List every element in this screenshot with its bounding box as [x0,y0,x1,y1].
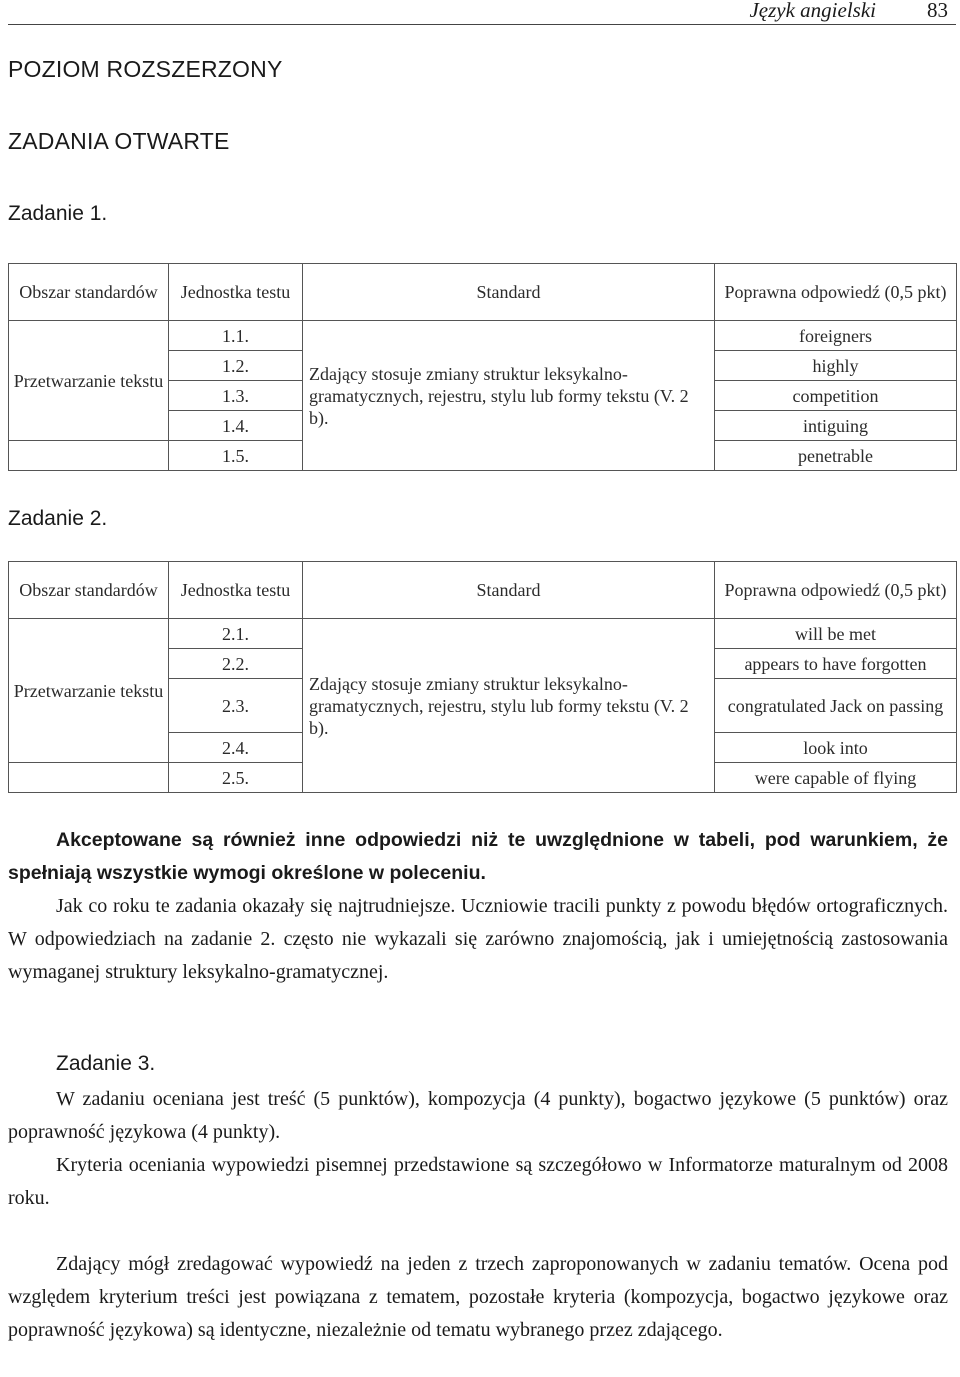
standard-cell: Zdający stosuje zmiany struktur leksykalno-gramatycznych, rejestru, stylu lub formy tekstu (V. 2 b). [303,321,715,471]
unit-cell: 2.5. [169,763,303,793]
task2-table [8,561,957,793]
unit-cell: 1.5. [169,441,303,471]
task3-scoring-paragraph: W zadaniu oceniana jest treść (5 punktów), kompozycja (4 punkty), bogactwo językowe (5 punktów) oraz poprawność językowa (4 punkty). [8,1088,948,1143]
answer-cell: will be met [715,619,957,649]
page-header [8,0,956,25]
task3-topics-paragraph: Zdający mógł zredagować wypowiedź na jeden z trzech zaproponowanych w zadaniu tematów. Ocena pod względem kryterium treści jest powiązana z tematem, pozostałe kryteria (kompozycja, bogactwo językowe oraz poprawność językowa) są identyczne, niezależnie od tematu wybranego przez zdającego. [8,1253,948,1341]
standard-cell: Zdający stosuje zmiany struktur leksykalno-gramatycznych, rejestru, stylu lub formy tekstu (V. 2 b). [303,619,715,793]
unit-cell: 2.4. [169,733,303,763]
answer-cell: congratulated Jack on passing [715,679,957,733]
unit-cell: 2.1. [169,619,303,649]
task3-block [8,1083,948,1347]
task3-heading: Zadanie 3. [56,1052,156,1075]
notes-block [8,824,948,989]
col-unit-header: Jednostka testu [169,264,303,321]
answer-cell: competition [715,381,957,411]
unit-cell: 1.1. [169,321,303,351]
difficulty-comment: Jak co roku te zadania okazały się najtrudniejsze. Uczniowie tracili punkty z powodu błędów ortograficznych. W odpowiedziach na zadanie 2. często nie wykazali się zarówno znajomością, jak i umiejętnością zastosowania wymaganej struktury leksykalno-gramatycznej. [8,895,948,983]
table-header-row [9,562,957,619]
task3-criteria-paragraph: Kryteria oceniania wypowiedzi pisemnej przedstawione są szczegółowo w Informatorze maturalnym od 2008 roku. [8,1154,948,1209]
task1-table [8,263,957,471]
page-number: 83 [927,0,948,22]
unit-cell: 1.2. [169,351,303,381]
table-header-row [9,264,957,321]
col-area-header: Obszar standardów [9,264,169,321]
col-answer-header: Poprawna odpowiedź (0,5 pkt) [715,264,957,321]
unit-cell: 1.4. [169,411,303,441]
unit-cell: 1.3. [169,381,303,411]
area-cell: Przetwarzanie tekstu [9,619,169,763]
answer-cell: appears to have forgotten [715,649,957,679]
empty-area-cell [9,763,169,793]
task2-heading: Zadanie 2. [8,507,108,530]
section-heading: ZADANIA OTWARTE [8,128,230,154]
col-standard-header: Standard [303,264,715,321]
answer-cell: were capable of flying [715,763,957,793]
answer-cell: foreigners [715,321,957,351]
answer-cell: intiguing [715,411,957,441]
unit-cell: 2.2. [169,649,303,679]
unit-cell: 2.3. [169,679,303,733]
table-row [9,321,957,351]
accepted-answers-note: Akceptowane są również inne odpowiedzi niż te uwzględnione w tabeli, pod warunkiem, że spełniają wszystkie wymogi określone w poleceniu. [8,829,948,884]
area-cell: Przetwarzanie tekstu [9,321,169,441]
answer-cell: penetrable [715,441,957,471]
header-title: Język angielski [749,0,876,22]
answer-cell: highly [715,351,957,381]
table-row [9,619,957,649]
empty-area-cell [9,441,169,471]
level-heading: POZIOM ROZSZERZONY [8,56,283,82]
col-answer-header: Poprawna odpowiedź (0,5 pkt) [715,562,957,619]
answer-cell: look into [715,733,957,763]
task1-heading: Zadanie 1. [8,202,108,225]
col-standard-header: Standard [303,562,715,619]
col-area-header: Obszar standardów [9,562,169,619]
col-unit-header: Jednostka testu [169,562,303,619]
